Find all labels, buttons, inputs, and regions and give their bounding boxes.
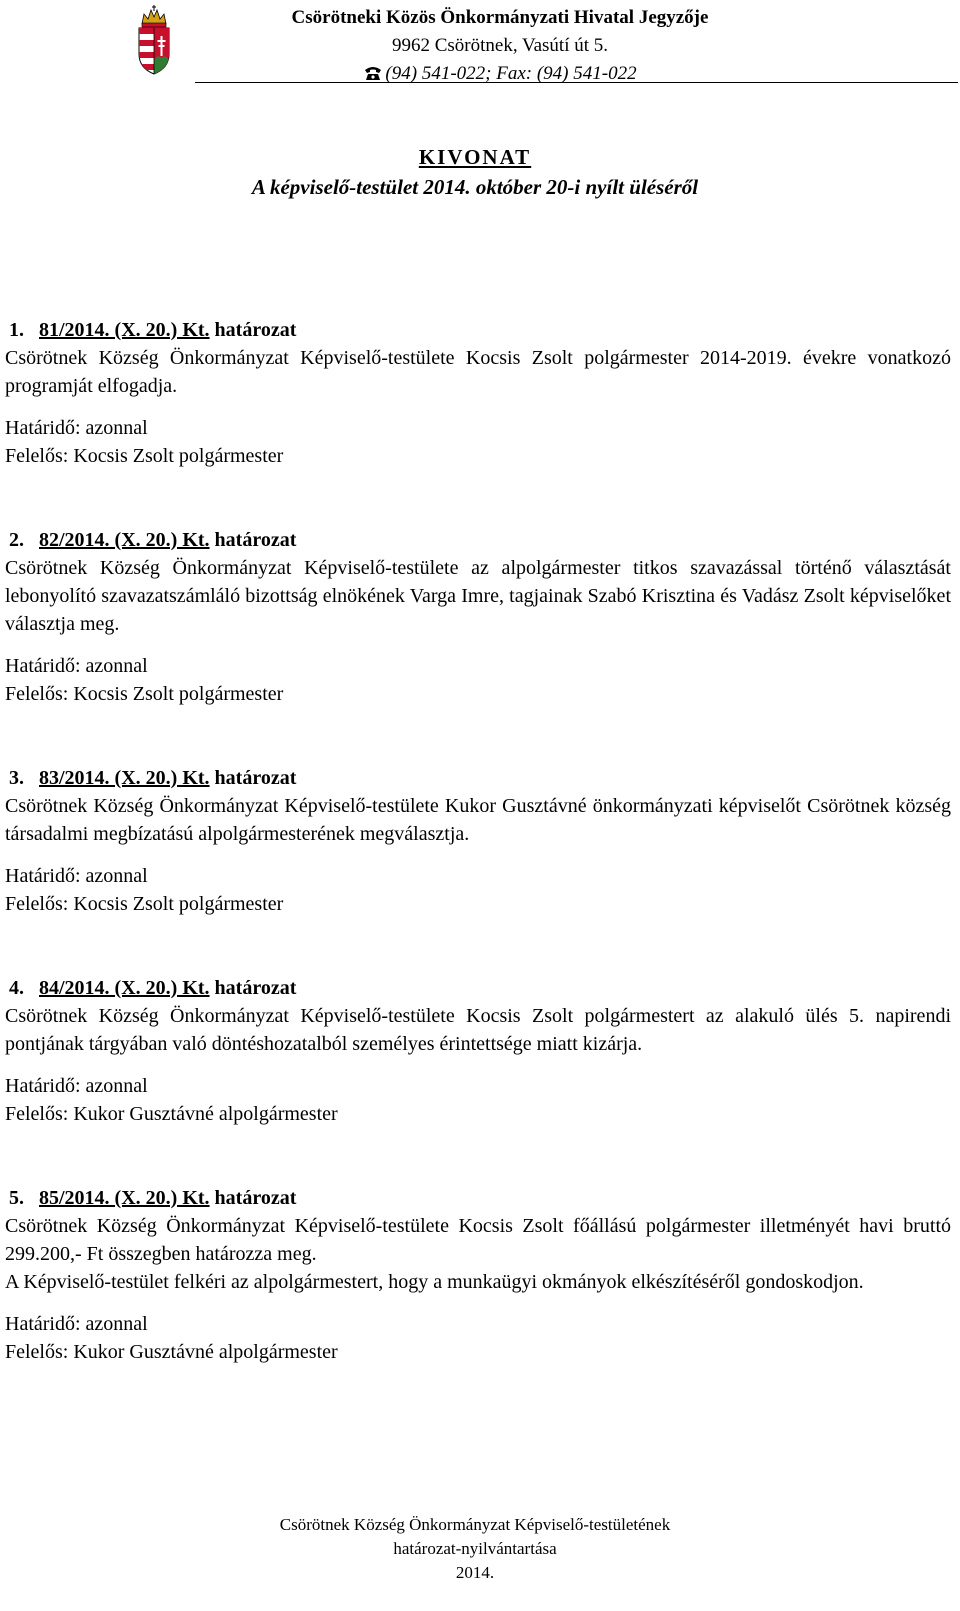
header-divider <box>195 82 958 83</box>
resolution-number: 2. <box>9 529 24 551</box>
resolution-text: Csörötnek Község Önkormányzat Képviselő-testülete az alpolgármester titkos szavazással történő választását lebonyolító szavazatszámláló bizottság elnökének Varga Imre, tagjainak Szabó Krisztina és Vadász Zsolt képviselőket választja meg. <box>5 557 951 635</box>
resolution-item <box>5 1184 951 1366</box>
resolution-heading <box>5 316 951 344</box>
footer-year: 2014. <box>455 1563 495 1582</box>
coat-of-arms-icon <box>136 4 172 76</box>
resolution-deadline: Határidő: azonnal <box>5 1075 148 1097</box>
resolution-number: 3. <box>9 767 24 789</box>
org-info <box>240 4 760 88</box>
resolution-number: 4. <box>9 977 24 999</box>
resolution-reference: 81/2014. (X. 20.) Kt. <box>39 319 210 341</box>
org-name: Csörötneki Közös Önkormányzati Hivatal Jegyzője <box>291 7 709 28</box>
resolution-number: 5. <box>9 1187 24 1209</box>
page-footer <box>0 1513 950 1585</box>
footer-line: Csörötnek Község Önkormányzat Képviselő-testületének <box>279 1515 671 1534</box>
resolution-reference: 85/2014. (X. 20.) Kt. <box>39 1187 210 1209</box>
resolution-responsible: Felelős: Kocsis Zsolt polgármester <box>5 893 284 915</box>
resolution-text: Csörötnek Község Önkormányzat Képviselő-testülete Kukor Gusztávné önkormányzati képviselőt Csörötnek község társadalmi megbízatású alpolgármesterének megválasztja. <box>5 795 951 845</box>
resolution-item <box>5 526 951 708</box>
resolution-kind: határozat <box>209 767 297 789</box>
resolution-responsible: Felelős: Kukor Gusztávné alpolgármester <box>5 1103 338 1125</box>
resolution-kind: határozat <box>209 1187 297 1209</box>
resolution-deadline: Határidő: azonnal <box>5 655 148 677</box>
resolution-kind: határozat <box>209 319 297 341</box>
document-title: KIVONAT <box>418 145 532 169</box>
resolution-item <box>5 316 951 470</box>
resolution-responsible: Felelős: Kocsis Zsolt polgármester <box>5 683 284 705</box>
phone-fax-text: (94) 541-022; Fax: (94) 541-022 <box>385 63 637 84</box>
resolution-kind: határozat <box>209 977 297 999</box>
resolution-reference: 82/2014. (X. 20.) Kt. <box>39 529 210 551</box>
letterhead <box>0 0 960 90</box>
document-subtitle: A képviselő-testület 2014. október 20-i nyílt üléséről <box>251 175 699 199</box>
resolutions-list <box>5 316 951 1422</box>
telephone-icon <box>363 65 383 81</box>
resolution-text: Csörötnek Község Önkormányzat Képviselő-testülete Kocsis Zsolt polgármestert az alakuló ülés 5. napirendi pontjának tárgyában való döntéshozatalból személyes érintettsége miatt kizárja. <box>5 1005 951 1055</box>
resolution-deadline: Határidő: azonnal <box>5 417 148 439</box>
resolution-reference: 84/2014. (X. 20.) Kt. <box>39 977 210 999</box>
resolution-number: 1. <box>9 319 24 341</box>
footer-line: határozat-nyilvántartása <box>393 1539 557 1558</box>
resolution-deadline: Határidő: azonnal <box>5 865 148 887</box>
resolution-heading <box>5 974 951 1002</box>
resolution-text: Csörötnek Község Önkormányzat Képviselő-testülete Kocsis Zsolt főállású polgármester illetményét havi bruttó 299.200,- Ft összegben határozza meg. <box>5 1215 951 1265</box>
resolution-item <box>5 764 951 918</box>
resolution-text: Csörötnek Község Önkormányzat Képviselő-testülete Kocsis Zsolt polgármester 2014-2019. évekre vonatkozó programját elfogadja. <box>5 347 951 397</box>
resolution-heading <box>5 764 951 792</box>
resolution-deadline: Határidő: azonnal <box>5 1313 148 1335</box>
resolution-heading <box>5 526 951 554</box>
resolution-reference: 83/2014. (X. 20.) Kt. <box>39 767 210 789</box>
title-block <box>0 142 950 202</box>
resolution-item <box>5 974 951 1128</box>
resolution-responsible: Felelős: Kocsis Zsolt polgármester <box>5 445 284 467</box>
resolution-responsible: Felelős: Kukor Gusztávné alpolgármester <box>5 1341 338 1363</box>
resolution-kind: határozat <box>209 529 297 551</box>
org-phone-line <box>240 60 760 88</box>
org-address: 9962 Csörötnek, Vasútí út 5. <box>391 35 609 56</box>
resolution-heading <box>5 1184 951 1212</box>
resolution-text: A Képviselő-testület felkéri az alpolgármestert, hogy a munkaügyi okmányok elkészítéséről gondoskodjon. <box>5 1271 864 1293</box>
